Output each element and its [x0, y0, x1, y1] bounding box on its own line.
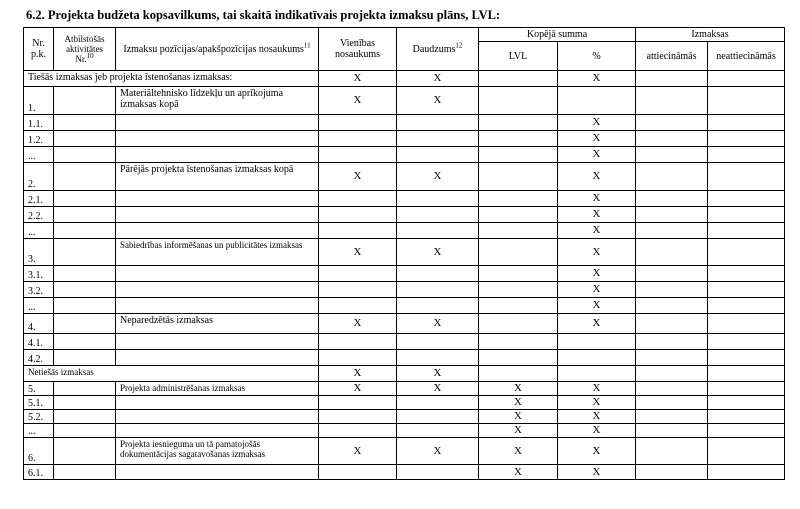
eligible-cell: [636, 87, 708, 115]
header-unit-line1: Vienības: [340, 38, 375, 49]
percent-cell: X: [558, 147, 636, 163]
row-number: 3.1.: [24, 266, 54, 282]
row-activity: [54, 223, 116, 239]
row-item-name: Pārējās projekta īstenošanas izmaksas kopā: [116, 163, 319, 191]
percent-cell: X: [558, 239, 636, 266]
quantity-cell: [397, 465, 479, 480]
lvl-cell: [479, 163, 558, 191]
table-row: [24, 438, 785, 465]
row-activity: [54, 410, 116, 424]
row-item-name: Projekta iesnieguma un tā pamatojošās dokumentācijas sagatavošanas izmaksas: [116, 438, 319, 465]
row-item-name: [116, 424, 319, 438]
table-row: [24, 424, 785, 438]
lvl-cell: X: [479, 396, 558, 410]
table-row: [24, 298, 785, 314]
lvl-cell: X: [479, 382, 558, 396]
row-activity: [54, 314, 116, 334]
unit-name-cell: [319, 396, 397, 410]
unit-name-cell: X: [319, 438, 397, 465]
quantity-cell: [397, 410, 479, 424]
row-number: 5.: [24, 382, 54, 396]
eligible-cell: [636, 163, 708, 191]
row-activity: [54, 282, 116, 298]
row-activity: [54, 207, 116, 223]
row-activity: [54, 465, 116, 480]
header-unit-line2: nosaukums: [335, 49, 380, 60]
budget-table: [23, 27, 785, 480]
unit-name-cell: [319, 424, 397, 438]
row-activity: [54, 131, 116, 147]
percent-cell: X: [558, 223, 636, 239]
quantity-cell: X: [397, 382, 479, 396]
row-number: 2.: [24, 163, 54, 191]
row-activity: [54, 350, 116, 366]
percent-cell: [558, 334, 636, 350]
lvl-cell: [479, 350, 558, 366]
header-eligible: attiecināmās: [636, 42, 708, 71]
quantity-cell: [397, 424, 479, 438]
eligible-cell: [636, 191, 708, 207]
ineligible-cell: [708, 465, 785, 480]
eligible-cell: [636, 298, 708, 314]
unit-name-cell: [319, 465, 397, 480]
quantity-cell: X: [397, 366, 479, 382]
percent-cell: [558, 350, 636, 366]
row-number: 5.1.: [24, 396, 54, 410]
lvl-cell: X: [479, 465, 558, 480]
eligible-cell: [636, 282, 708, 298]
percent-cell: X: [558, 465, 636, 480]
row-item-name: [116, 131, 319, 147]
ineligible-cell: [708, 163, 785, 191]
table-row: [24, 282, 785, 298]
unit-name-cell: X: [319, 163, 397, 191]
ineligible-cell: [708, 147, 785, 163]
unit-name-cell: [319, 223, 397, 239]
eligible-cell: [636, 266, 708, 282]
ineligible-cell: [708, 366, 785, 382]
unit-name-cell: [319, 350, 397, 366]
quantity-cell: [397, 223, 479, 239]
row-activity: [54, 147, 116, 163]
ineligible-cell: [708, 334, 785, 350]
unit-name-cell: X: [319, 87, 397, 115]
row-number: 1.1.: [24, 115, 54, 131]
table-row: [24, 334, 785, 350]
budget-rows: [24, 71, 785, 480]
table-row: [24, 131, 785, 147]
header-quantity: [397, 28, 479, 71]
percent-cell: X: [558, 71, 636, 87]
row-item-name: [116, 266, 319, 282]
row-number: 5.2.: [24, 410, 54, 424]
lvl-cell: [479, 115, 558, 131]
percent-cell: X: [558, 382, 636, 396]
header-item: [116, 28, 319, 71]
eligible-cell: [636, 465, 708, 480]
row-number: 1.2.: [24, 131, 54, 147]
row-item-name: [116, 282, 319, 298]
unit-name-cell: [319, 115, 397, 131]
lvl-cell: [479, 191, 558, 207]
unit-name-cell: [319, 147, 397, 163]
eligible-cell: [636, 438, 708, 465]
table-row: [24, 223, 785, 239]
lvl-cell: [479, 87, 558, 115]
unit-name-cell: [319, 298, 397, 314]
header-percent: %: [558, 42, 636, 71]
row-activity: [54, 191, 116, 207]
row-number: 2.1.: [24, 191, 54, 207]
row-item-name: [116, 410, 319, 424]
eligible-cell: [636, 366, 708, 382]
header-unit: [319, 28, 397, 71]
percent-cell: X: [558, 410, 636, 424]
table-row: [24, 314, 785, 334]
lvl-cell: X: [479, 424, 558, 438]
row-item-name: [116, 350, 319, 366]
header-item-footnote: 11: [303, 41, 311, 50]
unit-name-cell: [319, 207, 397, 223]
quantity-cell: [397, 207, 479, 223]
unit-name-cell: X: [319, 382, 397, 396]
eligible-cell: [636, 223, 708, 239]
row-number: 1.: [24, 87, 54, 115]
header-lvl: LVL: [479, 42, 558, 71]
ineligible-cell: [708, 396, 785, 410]
row-activity: [54, 115, 116, 131]
header-item-label: Izmaksu pozīcijas/apakšpozīcijas nosaukums: [123, 43, 304, 55]
lvl-cell: [479, 334, 558, 350]
percent-cell: X: [558, 207, 636, 223]
row-item-name: [116, 298, 319, 314]
percent-cell: X: [558, 282, 636, 298]
eligible-cell: [636, 239, 708, 266]
header-ineligible: neattiecināmās: [708, 42, 785, 71]
percent-cell: X: [558, 191, 636, 207]
lvl-cell: X: [479, 410, 558, 424]
unit-name-cell: [319, 334, 397, 350]
quantity-cell: [397, 282, 479, 298]
ineligible-cell: [708, 115, 785, 131]
row-number: 2.2.: [24, 207, 54, 223]
lvl-cell: [479, 266, 558, 282]
row-item-name: [116, 207, 319, 223]
quantity-cell: [397, 396, 479, 410]
ineligible-cell: [708, 282, 785, 298]
table-row: [24, 410, 785, 424]
unit-name-cell: X: [319, 314, 397, 334]
header-activity-footnote: 10: [86, 52, 94, 60]
ineligible-cell: [708, 298, 785, 314]
table-row: [24, 147, 785, 163]
quantity-cell: [397, 266, 479, 282]
eligible-cell: [636, 147, 708, 163]
row-item-name: [116, 223, 319, 239]
row-item-name: [116, 191, 319, 207]
percent-cell: X: [558, 131, 636, 147]
quantity-cell: X: [397, 163, 479, 191]
lvl-cell: [479, 239, 558, 266]
ineligible-cell: [708, 191, 785, 207]
ineligible-cell: [708, 71, 785, 87]
ineligible-cell: [708, 314, 785, 334]
eligible-cell: [636, 382, 708, 396]
percent-cell: X: [558, 396, 636, 410]
row-item-name: [116, 465, 319, 480]
percent-cell: X: [558, 266, 636, 282]
quantity-cell: X: [397, 71, 479, 87]
unit-name-cell: [319, 266, 397, 282]
table-row: [24, 396, 785, 410]
percent-cell: X: [558, 424, 636, 438]
header-quantity-label: Daudzums: [412, 43, 456, 55]
lvl-cell: [479, 366, 558, 382]
ineligible-cell: [708, 207, 785, 223]
row-number: ...: [24, 424, 54, 438]
lvl-cell: [479, 223, 558, 239]
quantity-cell: [397, 334, 479, 350]
eligible-cell: [636, 334, 708, 350]
table-row: [24, 465, 785, 480]
unit-name-cell: X: [319, 71, 397, 87]
section-row-label: Tiešās izmaksas jeb projekta īstenošanas izmaksas:: [24, 71, 319, 87]
lvl-cell: [479, 282, 558, 298]
unit-name-cell: [319, 410, 397, 424]
unit-name-cell: [319, 282, 397, 298]
row-item-name: [116, 147, 319, 163]
row-number: 4.1.: [24, 334, 54, 350]
lvl-cell: [479, 314, 558, 334]
table-row: [24, 163, 785, 191]
quantity-cell: X: [397, 239, 479, 266]
quantity-cell: [397, 298, 479, 314]
table-row: [24, 266, 785, 282]
header-nr-line1: Nr.: [32, 38, 45, 49]
section-title: 6.2. Projekta budžeta kopsavilkums, tai skaitā indikatīvais projekta izmaksu plāns, LVL:: [26, 8, 501, 22]
table-row: [24, 382, 785, 396]
ineligible-cell: [708, 131, 785, 147]
table-row: [24, 207, 785, 223]
header-nr-line2: p.k.: [31, 49, 46, 60]
row-item-name: [116, 396, 319, 410]
quantity-cell: [397, 115, 479, 131]
ineligible-cell: [708, 239, 785, 266]
table-row: [24, 87, 785, 115]
row-activity: [54, 382, 116, 396]
section-row-label: Netiešās izmaksas: [24, 366, 319, 382]
eligible-cell: [636, 207, 708, 223]
row-activity: [54, 334, 116, 350]
row-number: 4.: [24, 314, 54, 334]
header-activity: [54, 28, 116, 71]
eligible-cell: [636, 314, 708, 334]
ineligible-cell: [708, 87, 785, 115]
percent-cell: X: [558, 163, 636, 191]
row-number: 3.2.: [24, 282, 54, 298]
row-item-name: [116, 334, 319, 350]
row-number: 6.1.: [24, 465, 54, 480]
percent-cell: [558, 87, 636, 115]
row-item-name: [116, 115, 319, 131]
header-costs: Izmaksas: [636, 28, 785, 42]
row-activity: [54, 163, 116, 191]
unit-name-cell: X: [319, 366, 397, 382]
row-item-name: Materiāltehnisko līdzekļu un aprīkojuma izmaksas kopā: [116, 87, 319, 115]
quantity-cell: [397, 147, 479, 163]
header-nr: [24, 28, 54, 71]
row-number: 4.2.: [24, 350, 54, 366]
ineligible-cell: [708, 223, 785, 239]
lvl-cell: [479, 71, 558, 87]
lvl-cell: [479, 298, 558, 314]
quantity-cell: [397, 350, 479, 366]
ineligible-cell: [708, 266, 785, 282]
lvl-cell: [479, 147, 558, 163]
eligible-cell: [636, 115, 708, 131]
lvl-cell: [479, 207, 558, 223]
table-row: [24, 191, 785, 207]
header-activity-label: Atbilstošās aktivitātes Nr.: [64, 34, 105, 64]
row-item-name: Projekta administrēšanas izmaksas: [116, 382, 319, 396]
row-number: ...: [24, 298, 54, 314]
quantity-cell: X: [397, 87, 479, 115]
ineligible-cell: [708, 382, 785, 396]
row-number: 3.: [24, 239, 54, 266]
row-number: ...: [24, 147, 54, 163]
row-item-name: Neparedzētās izmaksas: [116, 314, 319, 334]
header-quantity-footnote: 12: [455, 41, 463, 50]
ineligible-cell: [708, 350, 785, 366]
ineligible-cell: [708, 424, 785, 438]
eligible-cell: [636, 71, 708, 87]
table-row: [24, 350, 785, 366]
eligible-cell: [636, 410, 708, 424]
table-row: [24, 366, 785, 382]
table-row: [24, 239, 785, 266]
quantity-cell: X: [397, 438, 479, 465]
eligible-cell: [636, 131, 708, 147]
table-row: [24, 115, 785, 131]
percent-cell: X: [558, 298, 636, 314]
unit-name-cell: [319, 191, 397, 207]
quantity-cell: [397, 191, 479, 207]
eligible-cell: [636, 350, 708, 366]
lvl-cell: X: [479, 438, 558, 465]
row-activity: [54, 396, 116, 410]
unit-name-cell: [319, 131, 397, 147]
row-activity: [54, 87, 116, 115]
row-activity: [54, 298, 116, 314]
row-number: ...: [24, 223, 54, 239]
quantity-cell: [397, 131, 479, 147]
percent-cell: [558, 366, 636, 382]
row-activity: [54, 424, 116, 438]
percent-cell: X: [558, 438, 636, 465]
percent-cell: X: [558, 115, 636, 131]
eligible-cell: [636, 396, 708, 410]
header-total: Kopējā summa: [479, 28, 636, 42]
row-number: 6.: [24, 438, 54, 465]
quantity-cell: X: [397, 314, 479, 334]
row-activity: [54, 266, 116, 282]
lvl-cell: [479, 131, 558, 147]
table-row: [24, 71, 785, 87]
row-activity: [54, 239, 116, 266]
eligible-cell: [636, 424, 708, 438]
unit-name-cell: X: [319, 239, 397, 266]
percent-cell: X: [558, 314, 636, 334]
ineligible-cell: [708, 410, 785, 424]
ineligible-cell: [708, 438, 785, 465]
row-item-name: Sabiedrības informēšanas un publicitātes izmaksas: [116, 239, 319, 266]
row-activity: [54, 438, 116, 465]
